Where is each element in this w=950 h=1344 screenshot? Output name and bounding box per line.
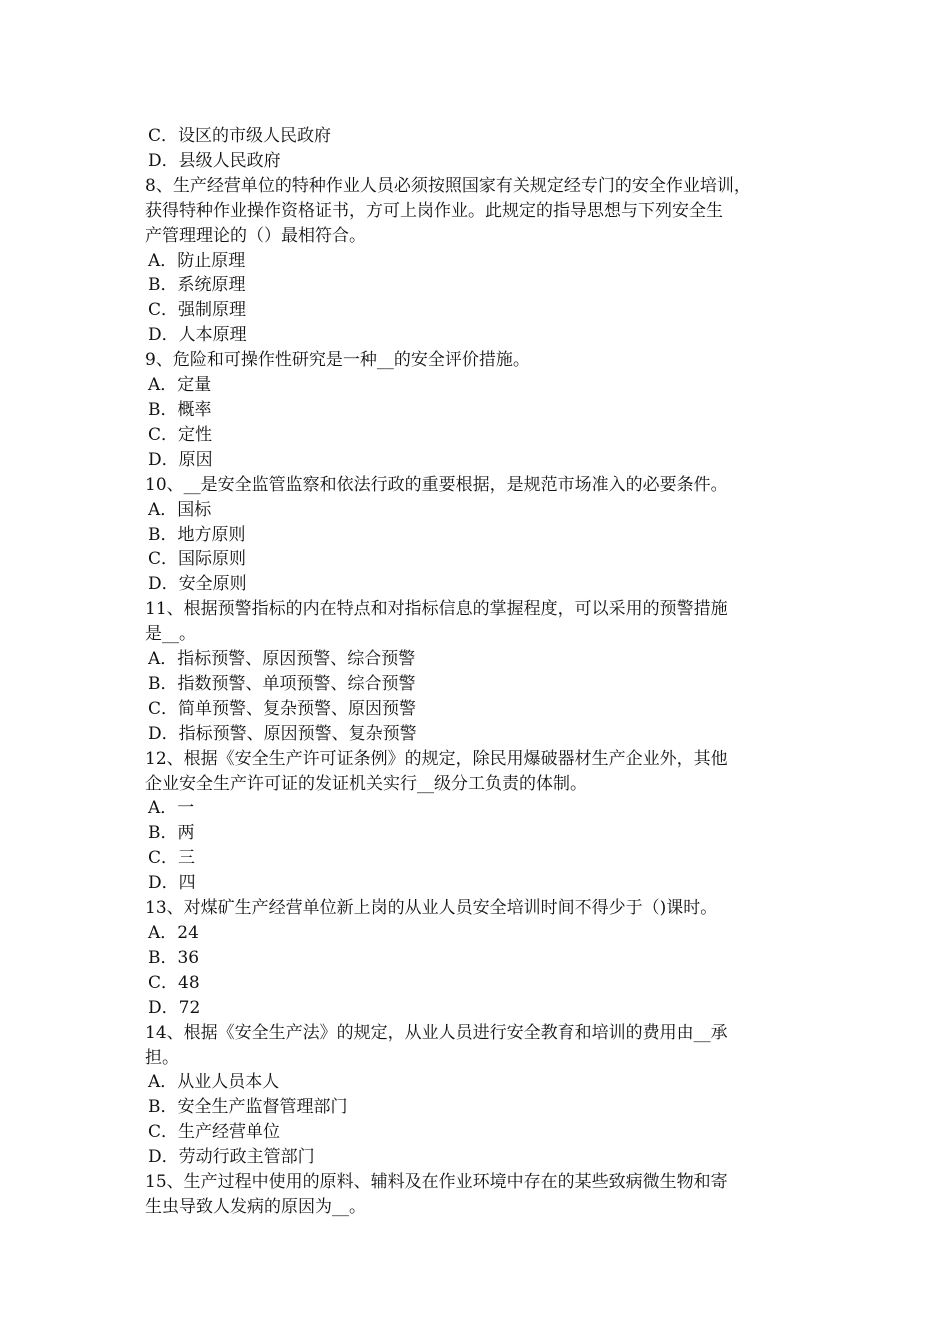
answer-option: C．定性 (148, 424, 213, 445)
question-text-line: 产管理理论的（）最相符合。 (145, 225, 366, 246)
question-item (145, 896, 815, 1021)
question-text-line: 企业安全生产许可证的发证机关实行__级分工负责的体制。 (145, 773, 587, 794)
question-item (145, 1021, 815, 1170)
option-d: D．县级人民政府 (148, 150, 281, 171)
question-text-line: 9、危险和可操作性研究是一种__的安全评价措施。 (145, 350, 530, 371)
question-list (145, 174, 815, 1220)
question-text-line: 生虫导致人发病的原因为__。 (145, 1196, 366, 1217)
question-item (145, 473, 815, 598)
question-item (145, 1170, 815, 1220)
answer-option: A．从业人员本人 (148, 1072, 280, 1093)
answer-option: C．生产经营单位 (148, 1122, 281, 1143)
answer-option: B．安全生产监督管理部门 (148, 1097, 348, 1118)
question-text-line: 14、根据《安全生产法》的规定，从业人员进行安全教育和培训的费用由__承 (145, 1022, 728, 1043)
option-c: C．设区的市级人民政府 (148, 126, 332, 146)
answer-option: C．强制原理 (148, 300, 247, 321)
answer-option: A．国标 (148, 499, 212, 520)
answer-option: D．人本原理 (148, 325, 247, 346)
question-item (145, 597, 815, 746)
answer-option: D．指标预警、原因预警、复杂预警 (148, 723, 417, 744)
answer-option: B．36 (148, 947, 200, 968)
answer-option: C．48 (148, 972, 200, 993)
answer-option: C．国际原则 (148, 549, 247, 570)
answer-option: D．劳动行政主管部门 (148, 1147, 315, 1168)
answer-option: B．两 (148, 823, 195, 844)
answer-option: A．24 (148, 923, 199, 943)
answer-option: B．地方原则 (148, 524, 246, 545)
answer-option: B．概率 (148, 399, 212, 420)
question-text-line: 8、生产经营单位的特种作业人员必须按照国家有关规定经专门的安全作业培训， (145, 175, 751, 196)
question-text-line: 11、根据预警指标的内在特点和对指标信息的掌握程度，可以采用的预警措施 (145, 599, 728, 620)
answer-option: A．一 (148, 798, 195, 819)
question-item (145, 174, 815, 348)
question-text-line: 是__。 (145, 624, 196, 645)
answer-option: B．指数预警、单项预警、综合预警 (148, 673, 416, 694)
document-page (145, 124, 815, 1220)
question-text-line: 担。 (145, 1047, 179, 1068)
question-text-line: 12、根据《安全生产许可证条例》的规定，除民用爆破器材生产企业外，其他 (145, 748, 728, 769)
question-text-line: 15、生产过程中使用的原料、辅料及在作业环境中存在的某些致病微生物和寄 (145, 1172, 728, 1193)
question-text-line: 13、对煤矿生产经营单位新上岗的从业人员安全培训时间不得少于（)课时。 (145, 898, 718, 919)
answer-option: A．防止原理 (148, 250, 246, 271)
question-item (145, 747, 815, 896)
answer-option: A．指标预警、原因预警、综合预警 (148, 649, 416, 670)
question-text-line: 10、__是安全监管监察和依法行政的重要根据，是规范市场准入的必要条件。 (145, 474, 728, 495)
question-item (145, 348, 815, 473)
answer-option: D．安全原则 (148, 574, 247, 595)
question-text-line: 获得特种作业操作资格证书，方可上岗作业。此规定的指导思想与下列安全生 (145, 200, 723, 221)
answer-option: C．三 (148, 848, 196, 869)
answer-option: D．原因 (148, 449, 213, 470)
lead-options (145, 124, 815, 174)
answer-option: B．系统原理 (148, 275, 246, 296)
answer-option: D．72 (148, 997, 201, 1018)
answer-option: A．定量 (148, 375, 212, 396)
answer-option: D．四 (148, 873, 196, 894)
answer-option: C．简单预警、复杂预警、原因预警 (148, 698, 417, 719)
